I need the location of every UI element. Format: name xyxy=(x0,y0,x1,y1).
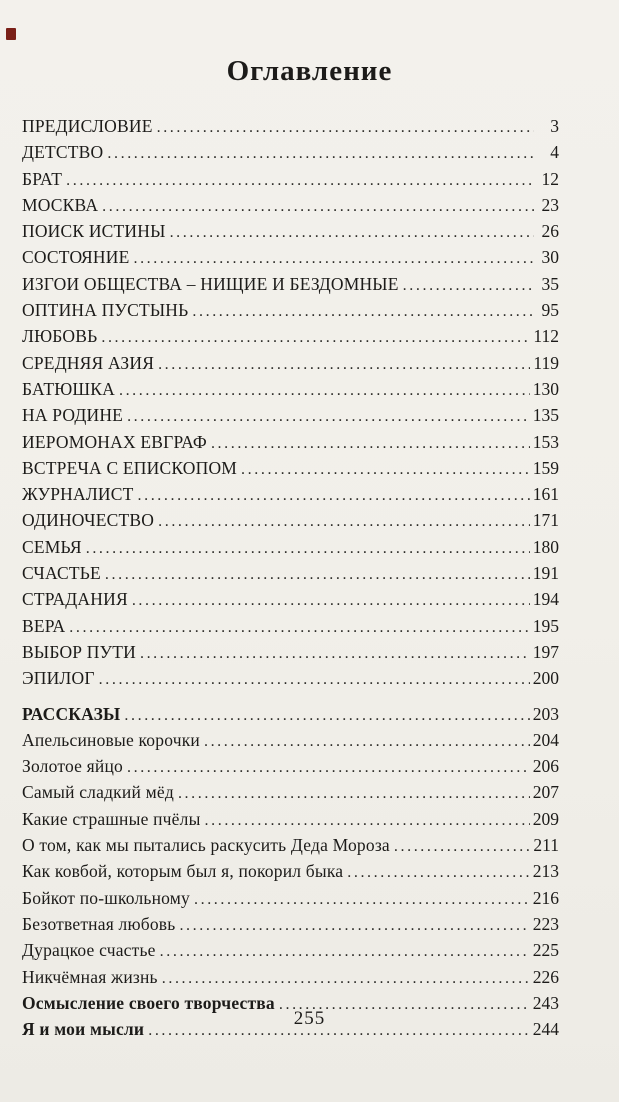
toc-entry-label: Дурацкое счастье xyxy=(22,940,156,961)
toc-entry-label: Осмысление своего творчества xyxy=(22,992,275,1013)
toc-row xyxy=(22,938,559,964)
toc-entry-label: ВЫБОР ПУТИ xyxy=(22,641,136,662)
toc-entry-label: ОДИНОЧЕСТВО xyxy=(22,510,155,531)
toc-entry-page: 180 xyxy=(532,536,559,557)
toc-row xyxy=(22,859,559,885)
dot-leader xyxy=(107,140,534,166)
toc-entry-page: 35 xyxy=(541,273,559,294)
toc-entry-page: 216 xyxy=(532,887,559,908)
toc-row xyxy=(22,780,559,806)
toc-entry-label: СРЕДНЯЯ АЗИЯ xyxy=(22,352,155,373)
dot-leader xyxy=(127,403,530,429)
dot-leader xyxy=(138,482,530,508)
toc-entry-page: 23 xyxy=(541,194,559,215)
dot-leader xyxy=(403,272,534,298)
toc-entry-label: СЕМЬЯ xyxy=(22,536,82,557)
toc-entry-page: 226 xyxy=(532,966,559,987)
toc-entry-label: ЖУРНАЛИСТ xyxy=(22,484,134,505)
toc-entry-label: СОСТОЯНИЕ xyxy=(22,247,130,268)
toc-entry-page: 30 xyxy=(541,247,559,268)
dot-leader xyxy=(205,807,530,833)
dot-leader xyxy=(158,351,530,377)
toc-entry-label: Я и мои мысли xyxy=(22,1019,145,1040)
dot-leader xyxy=(192,298,534,324)
toc-row xyxy=(22,728,559,754)
toc-entry-page: 161 xyxy=(532,484,559,505)
toc-row xyxy=(22,482,559,508)
toc-entry-page: 197 xyxy=(532,641,559,662)
toc-row xyxy=(22,193,559,219)
toc-entry-label: НА РОДИНЕ xyxy=(22,405,124,426)
toc-entry-label: Золотое яйцо xyxy=(22,756,123,777)
toc-entry-page: 26 xyxy=(541,221,559,242)
toc-row xyxy=(22,377,559,403)
toc-entry-page: 171 xyxy=(532,510,559,531)
toc-entry-label: ВСТРЕЧА С ЕПИСКОПОМ xyxy=(22,457,238,478)
toc-row xyxy=(22,754,559,780)
toc-entry-label: СЧАСТЬЕ xyxy=(22,563,101,584)
red-corner-mark xyxy=(6,28,16,40)
dot-leader xyxy=(124,702,529,728)
dot-leader xyxy=(211,430,530,456)
toc-row xyxy=(22,666,559,692)
toc-entry-label: Безответная любовь xyxy=(22,913,176,934)
dot-leader xyxy=(101,324,530,350)
toc-entry-label: СТРАДАНИЯ xyxy=(22,589,128,610)
toc-row xyxy=(22,535,559,561)
toc-entry-page: 3 xyxy=(550,116,559,136)
toc-entry-label: Никчёмная жизнь xyxy=(22,966,158,987)
toc-entry-label: Бойкот по-школьному xyxy=(22,887,190,908)
toc-row xyxy=(22,272,559,298)
toc-entry-label: ВЕРА xyxy=(22,615,66,636)
toc-row xyxy=(22,965,559,991)
dot-leader xyxy=(241,456,530,482)
dot-leader xyxy=(133,245,534,271)
toc-entry-page: 244 xyxy=(532,1019,559,1040)
toc-row xyxy=(22,140,559,166)
toc-entry-label: Апельсиновые корочки xyxy=(22,729,200,750)
toc-row xyxy=(22,351,559,377)
toc-entry-label: Как ковбой, которым был я, покорил быка xyxy=(22,861,344,882)
toc-entry-page: 12 xyxy=(541,168,559,189)
toc-row xyxy=(22,114,559,140)
toc-row xyxy=(22,324,559,350)
toc-row xyxy=(22,245,559,271)
toc-row xyxy=(22,456,559,482)
toc-entry-label: О том, как мы пытались раскусить Деда Мороза xyxy=(22,835,390,856)
toc-entry-page: 211 xyxy=(533,835,559,856)
dot-leader xyxy=(140,640,530,666)
toc-entry-label: МОСКВА xyxy=(22,194,99,215)
toc-row xyxy=(22,219,559,245)
toc-entry-label: БАТЮШКА xyxy=(22,378,115,399)
dot-leader xyxy=(158,508,530,534)
dot-leader xyxy=(170,219,534,245)
toc-entry-page: 159 xyxy=(532,457,559,478)
dot-leader xyxy=(119,377,530,403)
dot-leader xyxy=(132,587,530,613)
toc-entry-page: 225 xyxy=(532,940,559,961)
toc-entry-page: 209 xyxy=(532,808,559,829)
toc-row xyxy=(22,167,559,193)
toc-entry-page: 191 xyxy=(532,563,559,584)
toc-entry-page: 95 xyxy=(541,300,559,321)
dot-leader xyxy=(157,114,534,140)
dot-leader xyxy=(127,754,530,780)
dot-leader xyxy=(194,886,530,912)
toc-row xyxy=(22,508,559,534)
toc-entry-label: ЭПИЛОГ xyxy=(22,668,95,689)
toc-row xyxy=(22,430,559,456)
dot-leader xyxy=(179,912,529,938)
dot-leader xyxy=(160,938,530,964)
toc-entry-page: 119 xyxy=(533,352,559,373)
dot-leader xyxy=(99,666,530,692)
toc-entry-label: ИЕРОМОНАХ ЕВГРАФ xyxy=(22,431,207,452)
toc-entry-page: 195 xyxy=(532,615,559,636)
toc-entry-label: ОПТИНА ПУСТЫНЬ xyxy=(22,300,189,321)
toc-row xyxy=(22,614,559,640)
dot-leader xyxy=(394,833,530,859)
page-title: Оглавление xyxy=(226,55,393,87)
toc-entry-label: РАССКАЗЫ xyxy=(22,703,121,724)
toc-entry-label: ПРЕДИСЛОВИЕ xyxy=(22,116,153,136)
toc-row xyxy=(22,587,559,613)
toc-entry-label: БРАТ xyxy=(22,168,63,189)
toc-entry-page: 243 xyxy=(532,992,559,1013)
dot-leader xyxy=(69,614,529,640)
toc-entry-page: 223 xyxy=(532,913,559,934)
toc-row xyxy=(22,640,559,666)
dot-leader xyxy=(66,167,534,193)
dot-leader xyxy=(86,535,530,561)
toc-row xyxy=(22,886,559,912)
toc-entry-page: 206 xyxy=(532,756,559,777)
toc-row xyxy=(22,912,559,938)
toc-entry-label: Самый сладкий мёд xyxy=(22,782,174,803)
toc-entry-page: 204 xyxy=(532,729,559,750)
dot-leader xyxy=(178,780,530,806)
dot-leader xyxy=(347,859,530,885)
toc-row xyxy=(22,561,559,587)
toc-entry-page: 153 xyxy=(532,431,559,452)
dot-leader xyxy=(105,561,530,587)
toc-entry-page: 194 xyxy=(532,589,559,610)
dot-leader xyxy=(204,728,530,754)
toc-entry-label: ИЗГОИ ОБЩЕСТВА – НИЩИЕ И БЕЗДОМНЫЕ xyxy=(22,273,399,294)
toc-entry-label: Какие страшные пчёлы xyxy=(22,808,201,829)
toc-row xyxy=(22,807,559,833)
toc-entry-page: 213 xyxy=(532,861,559,882)
dot-leader xyxy=(102,193,534,219)
toc-row xyxy=(22,298,559,324)
dot-leader xyxy=(162,965,530,991)
toc-entry-page: 135 xyxy=(532,405,559,426)
toc-row xyxy=(22,403,559,429)
toc-entry-page: 200 xyxy=(532,668,559,689)
toc-entry-page: 203 xyxy=(532,703,559,724)
toc-list xyxy=(0,114,619,1043)
toc-entry-label: ПОИСК ИСТИНЫ xyxy=(22,221,166,242)
toc-entry-label: ДЕТСТВО xyxy=(22,142,104,163)
footer-page-number: 255 xyxy=(293,1008,326,1029)
toc-entry-page: 130 xyxy=(532,378,559,399)
toc-row xyxy=(22,833,559,859)
toc-entry-page: 4 xyxy=(550,142,559,163)
toc-entry-page: 207 xyxy=(532,782,559,803)
toc-entry-label: ЛЮБОВЬ xyxy=(22,326,98,347)
toc-row xyxy=(22,702,559,728)
toc-entry-page: 112 xyxy=(533,326,559,347)
